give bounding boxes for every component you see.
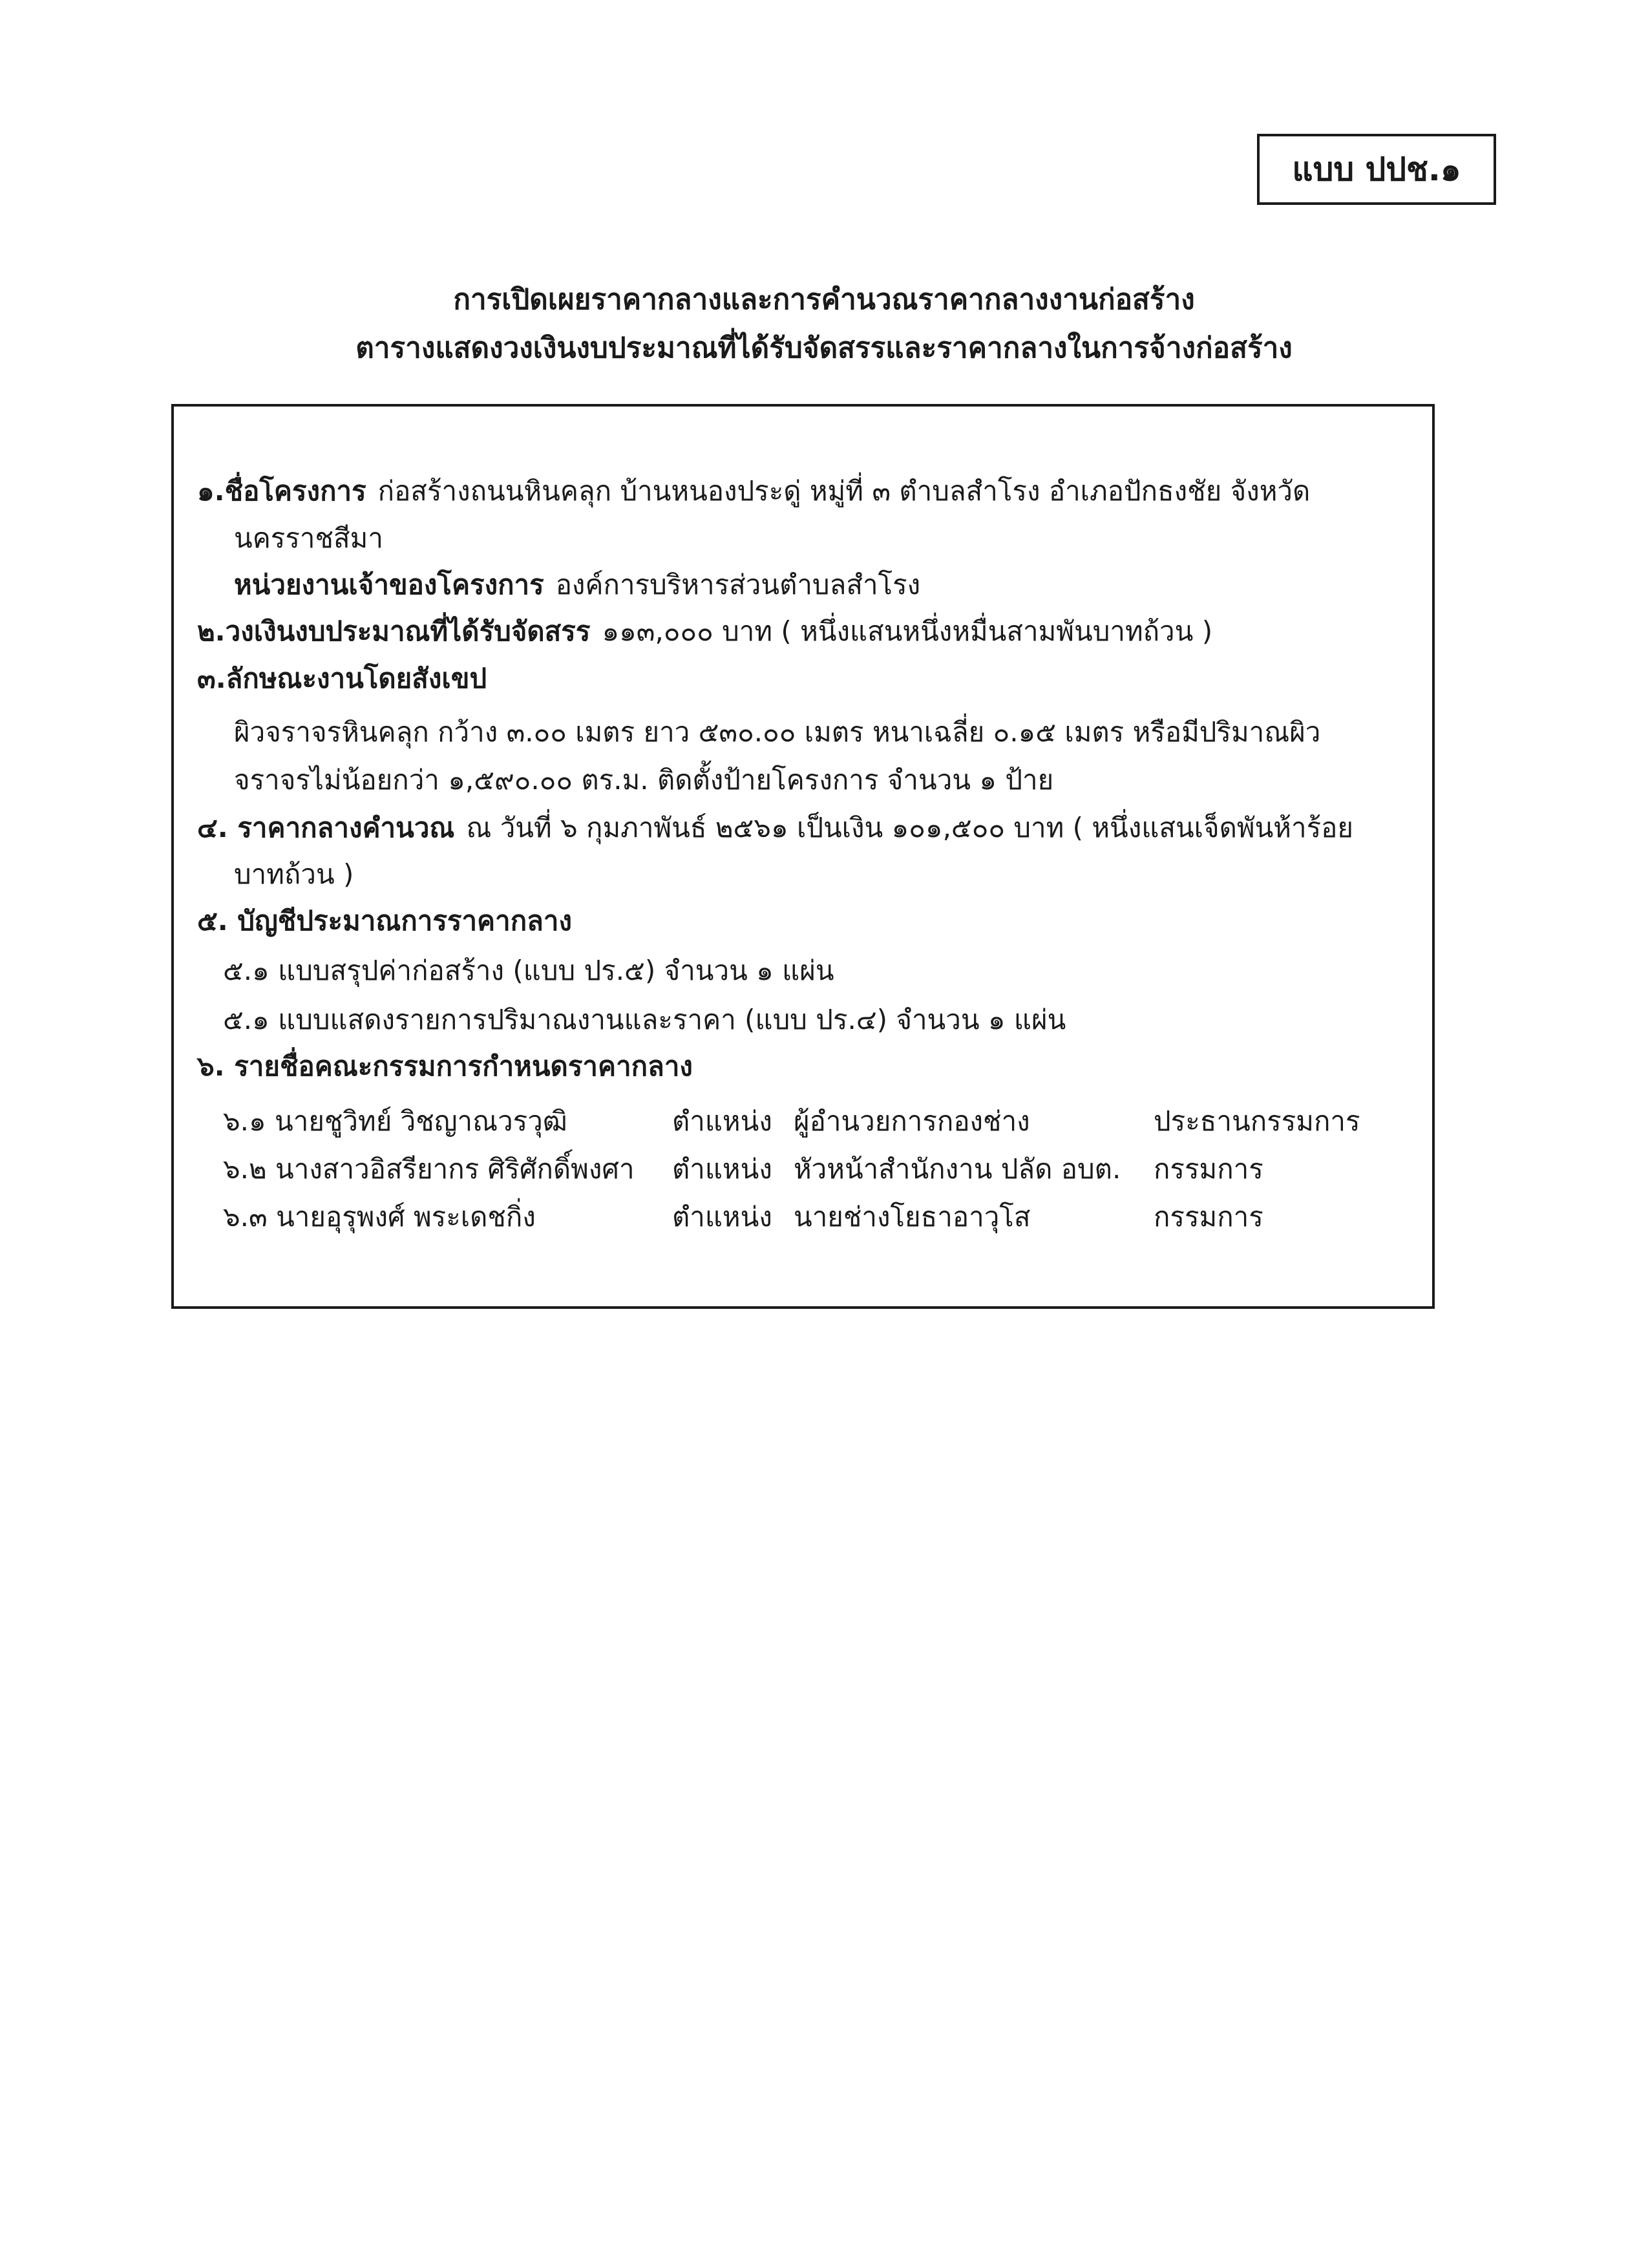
project-name-label: ๑.ชื่อโครงการ bbox=[197, 475, 366, 507]
reference-price-continued: บาทถ้วน ) bbox=[234, 858, 354, 890]
work-summary-line1: ผิวจราจรหินคลุก กว้าง ๓.๐๐ เมตร ยาว ๕๓๐.๐๐ เมตร หนาเฉลี่ย ๐.๑๕ เมตร หรือมีปริมาณผิว bbox=[234, 716, 1321, 748]
estimate-item: ๕.๑ แบบสรุปค่าก่อสร้าง (แบบ ปร.๕) จำนวน ๑ แผ่น bbox=[223, 955, 834, 986]
member-role: ประธานกรรมการ bbox=[1154, 1105, 1360, 1137]
reference-price-label: ๔. ราคากลางคำนวณ bbox=[197, 812, 455, 843]
member-role: กรรมการ bbox=[1154, 1201, 1263, 1233]
project-owner-label: หน่วยงานเจ้าของโครงการ bbox=[234, 569, 544, 600]
budget-line bbox=[197, 615, 1212, 648]
project-name-line bbox=[197, 475, 1310, 507]
member-position-label: ตำแหน่ง bbox=[672, 1153, 772, 1185]
member-role: กรรมการ bbox=[1154, 1153, 1263, 1185]
project-name-value: ก่อสร้างถนนหินคลุก บ้านหนองประดู่ หมู่ที่ ๓ ตำบลสำโรง อำเภอปักธงชัย จังหวัด bbox=[377, 475, 1311, 507]
work-summary-label: ๓.ลักษณะงานโดยสังเขป bbox=[197, 662, 487, 694]
member-name: ๖.๒ นางสาวอิสรียากร ศิริศักดิ์พงศา bbox=[223, 1153, 635, 1185]
member-position: นายช่างโยธาอาวุโส bbox=[794, 1201, 1031, 1233]
document-title: การเปิดเผยราคากลางและการคำนวณราคากลางงานก่อสร้าง bbox=[453, 283, 1195, 316]
member-position-label: ตำแหน่ง bbox=[672, 1105, 772, 1137]
form-code: แบบ ปปช.๑ bbox=[1292, 150, 1461, 188]
member-position-label: ตำแหน่ง bbox=[672, 1201, 772, 1233]
member-position: ผู้อำนวยการกองช่าง bbox=[794, 1105, 1030, 1137]
reference-price-value: ณ วันที่ ๖ กุมภาพันธ์ ๒๕๖๑ เป็นเงิน ๑๐๑,๕๐๐ บาท ( หนึ่งแสนเจ็ดพันห้าร้อย bbox=[466, 812, 1353, 843]
member-position: หัวหน้าสำนักงาน ปลัด อบต. bbox=[794, 1153, 1121, 1185]
committee-row bbox=[0, 1100, 1648, 1139]
form-code-box bbox=[1257, 134, 1496, 205]
committee-row bbox=[0, 1148, 1648, 1187]
member-name: ๖.๑ นายชูวิทย์ วิชญาณวรวุฒิ bbox=[223, 1105, 567, 1137]
project-owner-value: องค์การบริหารส่วนตำบลสำโรง bbox=[555, 569, 921, 600]
member-name: ๖.๓ นายอุรุพงศ์ พระเดชกิ่ง bbox=[223, 1201, 536, 1233]
budget-value: ๑๑๓,๐๐๐ บาท ( หนึ่งแสนหนึ่งหมื่นสามพันบาทถ้วน ) bbox=[602, 615, 1213, 647]
budget-label: ๒.วงเงินงบประมาณที่ได้รับจัดสรร bbox=[197, 615, 591, 647]
work-summary-line2: จราจรไม่น้อยกว่า ๑,๕๙๐.๐๐ ตร.ม. ติดตั้งป้ายโครงการ จำนวน ๑ ป้าย bbox=[234, 764, 1054, 796]
committee-row bbox=[0, 1196, 1648, 1235]
project-owner-line bbox=[234, 569, 920, 601]
document-subtitle: ตารางแสดงวงเงินงบประมาณที่ได้รับจัดสรรและราคากลางในการจ้างก่อสร้าง bbox=[355, 332, 1293, 365]
committee-label: ๖. รายชื่อคณะกรรมการกำหนดราคากลาง bbox=[197, 1050, 693, 1082]
project-name-continued: นครราชสีมา bbox=[234, 522, 383, 554]
estimate-list-label: ๕. บัญชีประมาณการราคากลาง bbox=[197, 905, 572, 937]
estimate-item: ๕.๑ แบบแสดงรายการปริมาณงานและราคา (แบบ ปร.๔) จำนวน ๑ แผ่น bbox=[223, 1004, 1066, 1035]
reference-price-line bbox=[197, 812, 1353, 844]
